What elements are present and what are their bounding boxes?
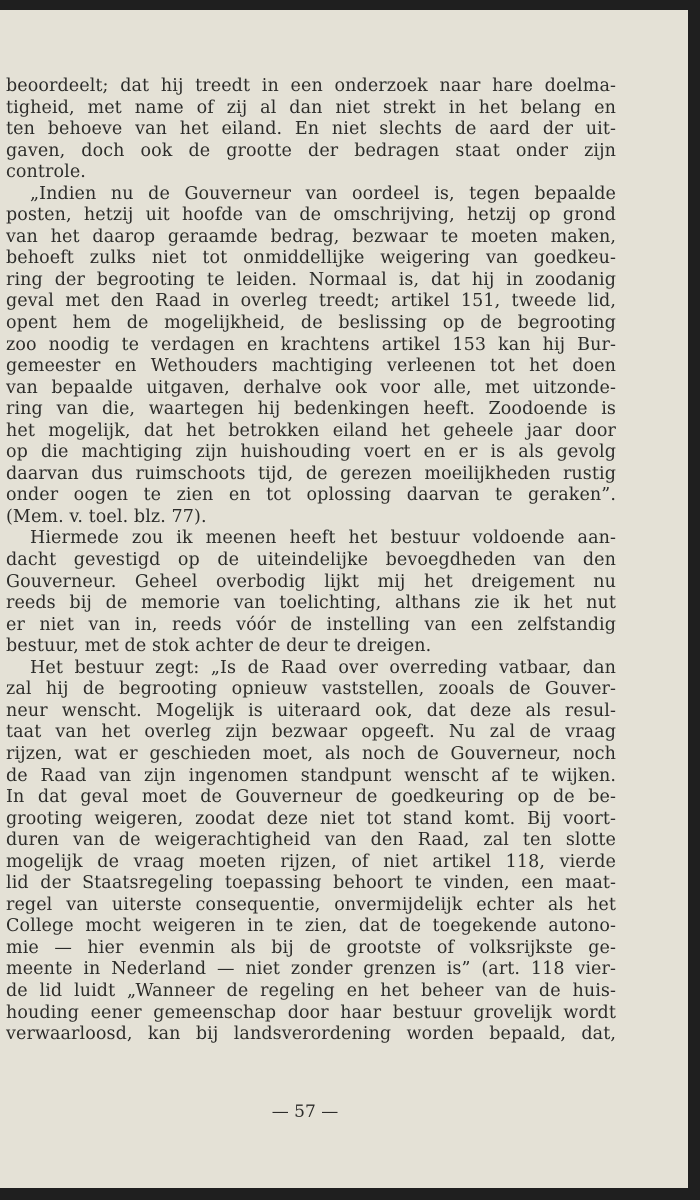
text-line: grooting weigeren, zoodat deze niet tot stand komt. Bij voort- [6, 808, 616, 829]
text-line: van bepaalde uitgaven, derhalve ook voor alle, met uitzonde- [6, 377, 616, 398]
text-line: In dat geval moet de Gouverneur de goedkeuring op de be- [6, 787, 616, 808]
text-line: op die machtiging zijn huishouding voert en er is als gevolg [6, 442, 616, 463]
text-line: Hiermede zou ik meenen heeft het bestuur voldoende aan- [30, 528, 616, 549]
text-line: zoo noodig te verdagen en krachtens artikel 153 kan hij Bur- [6, 334, 616, 355]
text-line: Gouverneur. Geheel overbodig lijkt mij het dreigement nu [6, 571, 616, 592]
text-line: regel van uiterste consequentie, onvermijdelijk echter als het [6, 894, 616, 915]
text-line: controle. [6, 162, 86, 183]
text-line: meente in Nederland — niet zonder grenzen is” (art. 118 vier- [6, 959, 616, 980]
text-line: posten, hetzij uit hoofde van de omschrijving, hetzij op grond [6, 205, 616, 226]
text-line: mie — hier evenmin als bij de grootste of volksrijkste ge- [6, 937, 616, 958]
text-line: het mogelijk, dat het betrokken eiland het geheele jaar door [6, 420, 616, 441]
text-line: houding eener gemeenschap door haar bestuur grovelijk wordt [6, 1002, 616, 1023]
text-line: duren van de weigerachtigheid van den Raad, zal ten slotte [6, 830, 616, 851]
text-line: bestuur, met de stok achter de deur te dreigen. [6, 636, 432, 657]
text-line: van het daarop geraamde bedrag, bezwaar te moeten maken, [6, 226, 616, 247]
text-line: Het bestuur zegt: „Is de Raad over overreding vatbaar, dan [30, 657, 616, 678]
text-line: geval met den Raad in overleg treedt; artikel 151, tweede lid, [6, 291, 616, 312]
text-line: reeds bij de memorie van toelichting, althans zie ik het nut [6, 593, 616, 614]
text-line: tigheid, met name of zij al dan niet strekt in het belang en [6, 97, 616, 118]
text-line: „Indien nu de Gouverneur van oordeel is, tegen bepaalde [30, 183, 616, 204]
text-line: College mocht weigeren in te zien, dat de toegekende autono- [6, 916, 616, 937]
text-line: de lid luidt „Wanneer de regeling en het beheer van de huis- [6, 980, 616, 1001]
text-line: lid der Staatsregeling toepassing behoort te vinden, een maat- [6, 873, 616, 894]
text-line: de Raad van zijn ingenomen standpunt wenscht af te wijken. [6, 765, 616, 786]
text-line: ring der begrooting te leiden. Normaal is, dat hij in zoodanig [6, 269, 616, 290]
page-number: — 57 — [271, 1102, 339, 1122]
text-line: mogelijk de vraag moeten rijzen, of niet artikel 118, vierde [6, 851, 616, 872]
text-line: er niet van in, reeds vóór de instelling van een zelfstandig [6, 614, 616, 635]
text-line: dacht gevestigd op de uiteindelijke bevoegdheden van den [6, 550, 616, 571]
book-page [0, 10, 688, 1188]
body-text [6, 76, 616, 1046]
text-line: neur wenscht. Mogelijk is uiteraard ook, dat deze als resul- [6, 700, 616, 721]
text-line: opent hem de mogelijkheid, de beslissing op de begrooting [6, 313, 616, 334]
text-line: onder oogen te zien en tot oplossing daarvan te geraken”. [6, 485, 616, 506]
text-line: taat van het overleg zijn bezwaar opgeeft. Nu zal de vraag [6, 722, 616, 743]
text-line: beoordeelt; dat hij treedt in een onderzoek naar hare doelma- [6, 76, 616, 96]
text-line: zal hij de begrooting opnieuw vaststellen, zooals de Gouver- [6, 679, 616, 700]
text-line: gemeester en Wethouders machtiging verleenen tot het doen [6, 356, 616, 377]
text-line: verwaarloosd, kan bij landsverordening worden bepaald, dat, [6, 1024, 616, 1045]
text-line: gaven, doch ook de grootte der bedragen staat onder zijn [6, 140, 616, 161]
text-line: (Mem. v. toel. blz. 77). [6, 506, 207, 527]
page-edge-shadow [688, 0, 700, 1200]
text-line: rijzen, wat er geschieden moet, als noch de Gouverneur, noch [6, 743, 616, 764]
text-line: ten behoeve van het eiland. En niet slechts de aard der uit- [6, 119, 616, 140]
text-line: behoeft zulks niet tot onmiddellijke weigering van goedkeu- [6, 248, 616, 269]
text-line: ring van die, waartegen hij bedenkingen heeft. Zoodoende is [6, 399, 616, 420]
text-line: daarvan dus ruimschoots tijd, de gerezen moeilijkheden rustig [6, 463, 616, 484]
